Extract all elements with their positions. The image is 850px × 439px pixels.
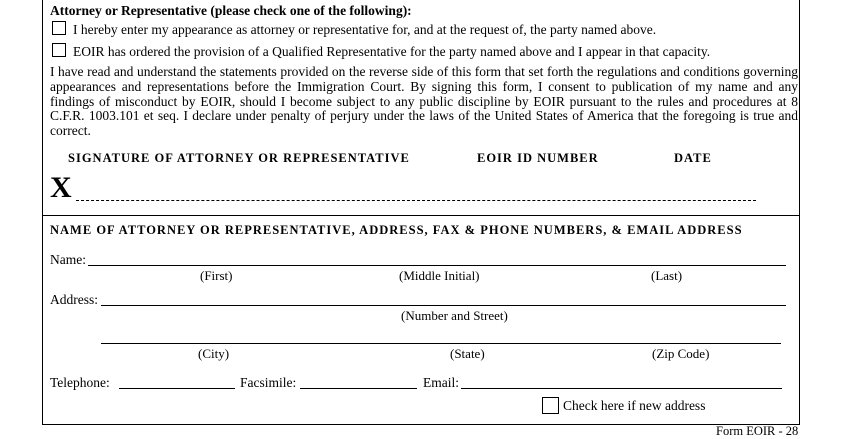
date-column-header: DATE: [674, 151, 712, 165]
city-caption: (City): [198, 346, 230, 361]
first-name-caption: (First): [200, 268, 233, 283]
signature-column-header: SIGNATURE OF ATTORNEY OR REPRESENTATIVE: [68, 151, 410, 165]
certification-paragraph: I have read and understand the statements provided on the reverse side of this form that set forth the regulations and conditions governing appearances and representations before the Immigration Court. By signing this form, I consent to publication of my name and any findings of misconduct by EOIR, should I become subject to any public discipline by EOIR pursuant to the rules and procedures at 8 C.F.R. 1003.101 et seq. I declare under penalty of perjury under the laws of the United States of America that the foregoing is true and correct.: [50, 64, 798, 139]
qualified-rep-option-label: EOIR has ordered the provision of a Qualified Representative for the party named above and I appear in that capacity.: [73, 44, 711, 59]
email-input-line[interactable]: [461, 388, 782, 389]
middle-initial-caption: (Middle Initial): [399, 268, 480, 283]
state-caption: (State): [450, 346, 485, 361]
fax-input-line[interactable]: [300, 388, 417, 389]
section-heading: Attorney or Representative (please check one of the following):: [50, 3, 412, 18]
eoir-id-column-header: EOIR ID NUMBER: [477, 151, 599, 165]
form-id-footer: Form EOIR - 28: [716, 424, 799, 438]
telephone-label: Telephone:: [50, 375, 110, 390]
contact-heading: NAME OF ATTORNEY OR REPRESENTATIVE, ADDRESS, FAX & PHONE NUMBERS, & EMAIL ADDRESS: [50, 223, 743, 237]
appearance-option-label: I hereby enter my appearance as attorney or representative for, and at the request of, the party named above.: [73, 22, 657, 37]
zip-caption: (Zip Code): [652, 346, 710, 361]
signature-line[interactable]: [76, 200, 756, 201]
fax-label: Facsimile:: [240, 375, 297, 390]
telephone-input-line[interactable]: [119, 388, 235, 389]
section-divider: [42, 215, 800, 216]
last-name-caption: (Last): [651, 268, 683, 283]
address-label: Address:: [50, 292, 98, 307]
email-label: Email:: [423, 375, 459, 390]
signature-x-mark: X: [50, 171, 72, 204]
name-input-line[interactable]: [88, 265, 786, 266]
street-input-line[interactable]: [101, 305, 786, 306]
appearance-checkbox[interactable]: [52, 21, 66, 35]
city-state-zip-input-line[interactable]: [101, 343, 781, 344]
qualified-rep-checkbox[interactable]: [52, 43, 66, 57]
new-address-label: Check here if new address: [563, 398, 706, 413]
new-address-checkbox[interactable]: [542, 397, 559, 414]
name-label: Name:: [50, 252, 86, 267]
street-caption: (Number and Street): [401, 308, 508, 323]
